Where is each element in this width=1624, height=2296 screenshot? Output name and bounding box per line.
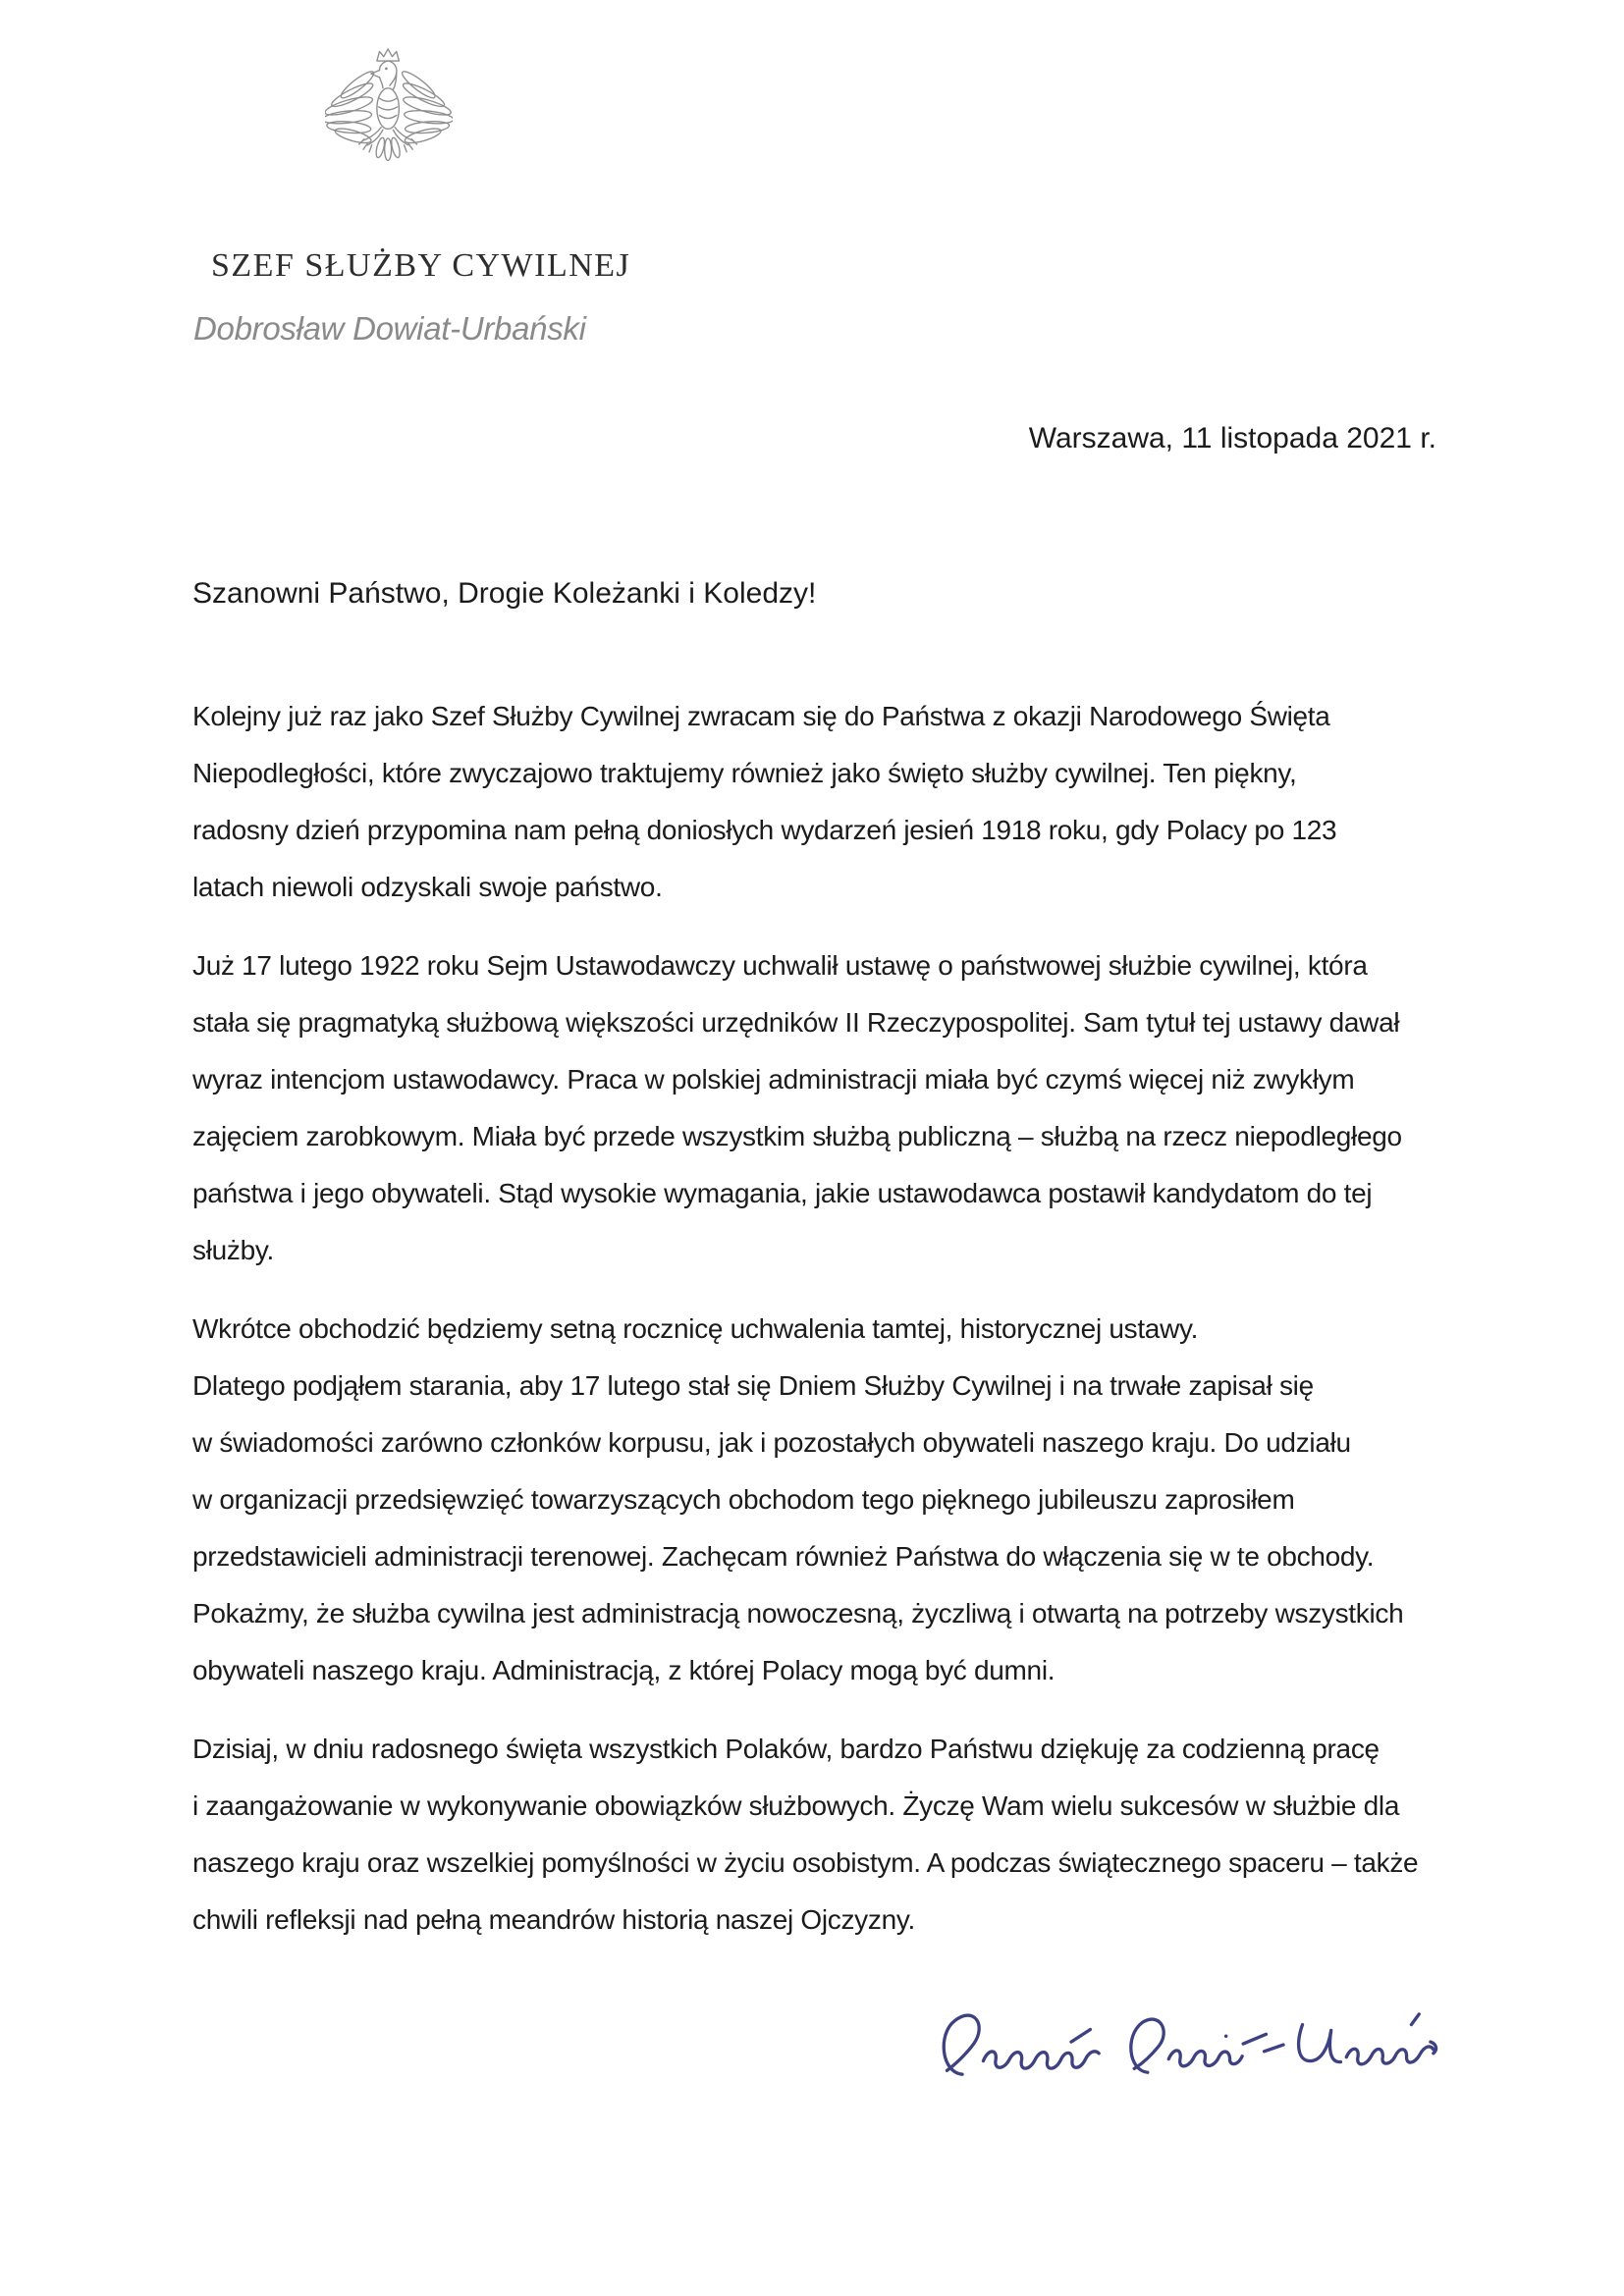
text-line: chwili refleksji nad pełną meandrów historią naszej Ojczyzny. (192, 1904, 915, 1935)
text-line: stała się pragmatyką służbową większości urzędników II Rzeczypospolitej. Sam tytuł tej ustawy dawał (192, 1007, 1400, 1038)
text-line: latach niewoli odzyskali swoje państwo. (192, 872, 663, 902)
text-line: obywateli naszego kraju. Administracją, z której Polacy mogą być dumni. (192, 1655, 1056, 1685)
text-line: zajęciem zarobkowym. Miała być przede wszystkim służbą publiczną – służbą na rzecz niepodległego (192, 1121, 1402, 1151)
text-line: Dzisiaj, w dniu radosnego święta wszystkich Polaków, bardzo Państwu dziękuję za codzienną pracę (192, 1734, 1380, 1764)
text-line: wyraz intencjom ustawodawcy. Praca w polskiej administracji miała być czymś więcej niż zwykłym (192, 1064, 1355, 1095)
signature-handwriting (928, 1988, 1463, 2104)
polish-eagle-emblem (325, 39, 453, 191)
text-line: Pokażmy, że służba cywilna jest administracją nowoczesną, życzliwą i otwartą na potrzeby wszystkich (192, 1598, 1404, 1629)
eagle-crown (377, 49, 400, 61)
body-paragraph-1 (192, 688, 1459, 916)
text-line: Już 17 lutego 1922 roku Sejm Ustawodawczy uchwalił ustawę o państwowej służbie cywilnej, która (192, 950, 1368, 981)
body-paragraph-4 (192, 1721, 1459, 1949)
text-line: Dlatego podjąłem starania, aby 17 lutego stał się Dniem Służby Cywilnej i na trwałe zapisał się (192, 1370, 1314, 1401)
text-line: w świadomości zarówno członków korpusu, jak i pozostałych obywateli naszego kraju. Do udziału (192, 1427, 1351, 1458)
salutation: Szanowni Państwo, Drogie Koleżanki i Koledzy! (192, 577, 817, 610)
office-holder-name: Dobrosław Dowiat-Urbański (193, 310, 586, 347)
text-line: Kolejny już raz jako Szef Służby Cywilnej zwracam się do Państwa z okazji Narodowego Święta (192, 701, 1330, 731)
text-line: w organizacji przedsięwzięć towarzyszących obchodom tego pięknego jubileuszu zaprosiłem (192, 1484, 1295, 1515)
text-line: przedstawicieli administracji terenowej. Zachęcam również Państwa do włączenia się w te obchody. (192, 1541, 1375, 1572)
text-line: i zaangażowanie w wykonywanie obowiązków służbowych. Życzę Wam wielu sukcesów w służbie dla (192, 1790, 1400, 1821)
dateline: Warszawa, 11 listopada 2021 r. (1028, 422, 1436, 454)
text-line: Wkrótce obchodzić będziemy setną rocznicę uchwalenia tamtej, historycznej ustawy. (192, 1313, 1199, 1344)
letter-body (192, 688, 1459, 1970)
body-paragraph-3 (192, 1301, 1459, 1699)
text-line: służby. (192, 1235, 274, 1265)
text-line: Niepodległości, które zwyczajowo traktujemy również jako święto służby cywilnej. Ten piękny, (192, 758, 1297, 788)
text-line: naszego kraju oraz wszelkiej pomyślności w życiu osobistym. A podczas świątecznego spaceru – także (192, 1847, 1419, 1878)
text-line: radosny dzień przypomina nam pełną doniosłych wydarzeń jesień 1918 roku, gdy Polacy po 123 (192, 815, 1337, 845)
body-paragraph-2 (192, 937, 1459, 1279)
text-line: państwa i jego obywateli. Stąd wysokie wymagania, jakie ustawodawca postawił kandydatom do tej (192, 1178, 1373, 1208)
office-title: SZEF SŁUŻBY CYWILNEJ (211, 247, 631, 284)
